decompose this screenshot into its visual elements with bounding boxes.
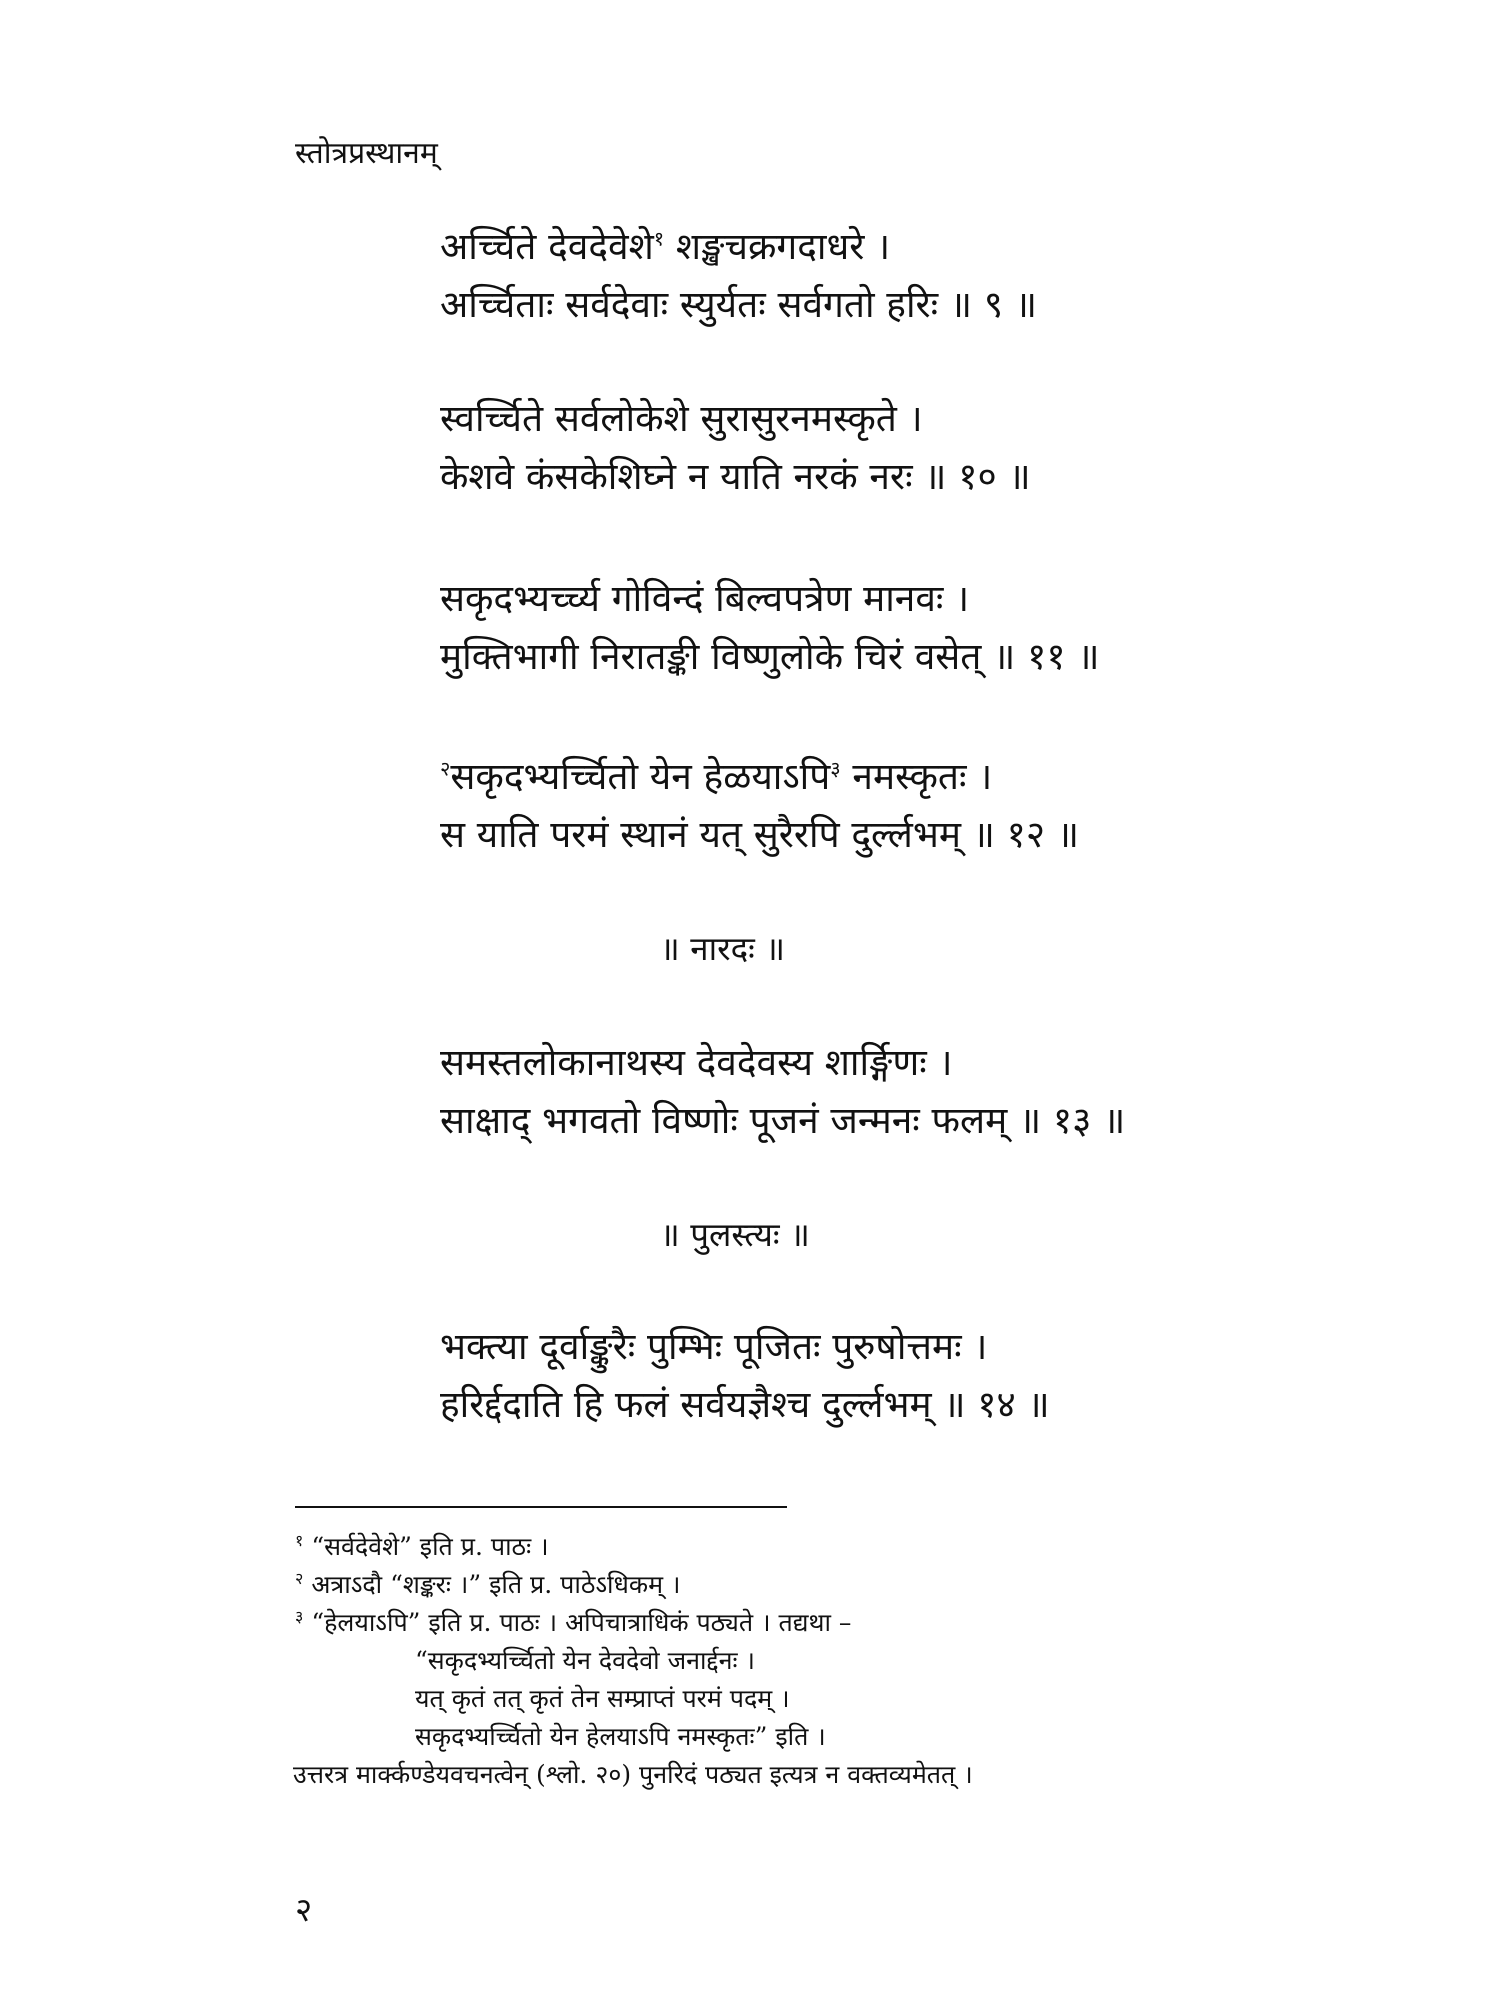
running-head: स्तोत्रप्रस्थानम् <box>295 136 438 171</box>
footnote-quote-line: सकृदभ्यर्च्चितो येन हेलयाऽपि नमस्कृतः” इति । <box>415 1722 826 1751</box>
footnote-rule <box>295 1506 787 1508</box>
verse-line: सकृदभ्यर्च्च्य गोविन्दं बिल्वपत्रेण मानवः । <box>440 577 970 620</box>
footnote-3: $^३$ “हेलयाऽपि” इति प्र. पाठः । अपिचात्राधिकं पठ्यते । तद्यथा – <box>295 1606 852 1637</box>
verse-line: भक्त्या दूर्वाङ्कुरैः पुम्भिः पूजितः पुरुषोत्तमः । <box>440 1325 988 1368</box>
verse-line: $^२$सकृदभ्यर्च्चितो येन हेळयाऽपि$^३$ नमस्कृतः । <box>440 755 993 798</box>
verse-line: समस्तलोकानाथस्य देवदेवस्य शार्ङ्गिणः । <box>440 1041 953 1084</box>
verse-9 <box>440 218 1440 334</box>
footnotes <box>295 1528 1445 1794</box>
footnote-quote-line: यत् कृतं तत् कृतं तेन सम्प्राप्तं परमं पदम् । <box>415 1684 790 1713</box>
footnote-closing: उत्तरत्र मार्क्कण्डेयवचनत्वेन् (श्लो. २०) पुनरिदं पठ्यत इत्यत्र न वक्तव्यमेतत् । <box>293 1760 973 1789</box>
verse-line: हरिर्द्ददाति हि फलं सर्वयज्ञैश्च दुर्ल्लभम् ॥ १४ ॥ <box>440 1383 1050 1426</box>
speaker-pulastya: ॥ पुलस्त्यः ॥ <box>660 1215 810 1254</box>
verse-10 <box>440 390 1440 506</box>
footnote-quote-line: “सकृदभ्यर्च्चितो येन देवदेवो जनार्द्दनः । <box>415 1646 755 1675</box>
footnote-marker: ३ <box>830 756 841 781</box>
verse-line: स याति परमं स्थानं यत् सुरैरपि दुर्ल्लभम् ॥ १२ ॥ <box>440 813 1080 856</box>
speaker-narada: ॥ नारदः ॥ <box>660 929 786 968</box>
footnote-1: $^१$ “सर्वदेवेशे” इति प्र. पाठः । <box>295 1530 549 1561</box>
footnote-2: $^२$ अत्राऽदौ “शङ्करः ।” इति प्र. पाठेऽधिकम् । <box>295 1568 681 1599</box>
footnote-number: १ <box>295 1530 304 1550</box>
verse-13 <box>440 1034 1440 1150</box>
verse-line: केशवे कंसकेशिघ्ने न याति नरकं नरः ॥ १० ॥ <box>440 455 1031 498</box>
verse-line: अर्च्चिताः सर्वदेवाः स्युर्यतः सर्वगतो हरिः ॥ ९ ॥ <box>440 283 1037 326</box>
verse-14 <box>440 1318 1440 1434</box>
footnote-marker: २ <box>440 756 451 781</box>
footnote-number: ३ <box>295 1606 304 1626</box>
verse-line: मुक्तिभागी निरातङ्की विष्णुलोके चिरं वसेत् ॥ ११ ॥ <box>440 635 1100 678</box>
verse-line: साक्षाद् भगवतो विष्णोः पूजनं जन्मनः फलम् ॥ १३ ॥ <box>440 1099 1126 1142</box>
verse-line: अर्च्चिते देवदेवेशे$^१$ शङ्खचक्रगदाधरे । <box>440 225 891 268</box>
footnote-number: २ <box>295 1568 304 1588</box>
verse-12 <box>440 748 1440 864</box>
footnote-marker: १ <box>653 226 665 251</box>
verse-line: स्वर्च्चिते सर्वलोकेशे सुरासुरनमस्कृते । <box>440 397 923 440</box>
verse-11 <box>440 570 1440 686</box>
page-number: २ <box>295 1890 313 1929</box>
